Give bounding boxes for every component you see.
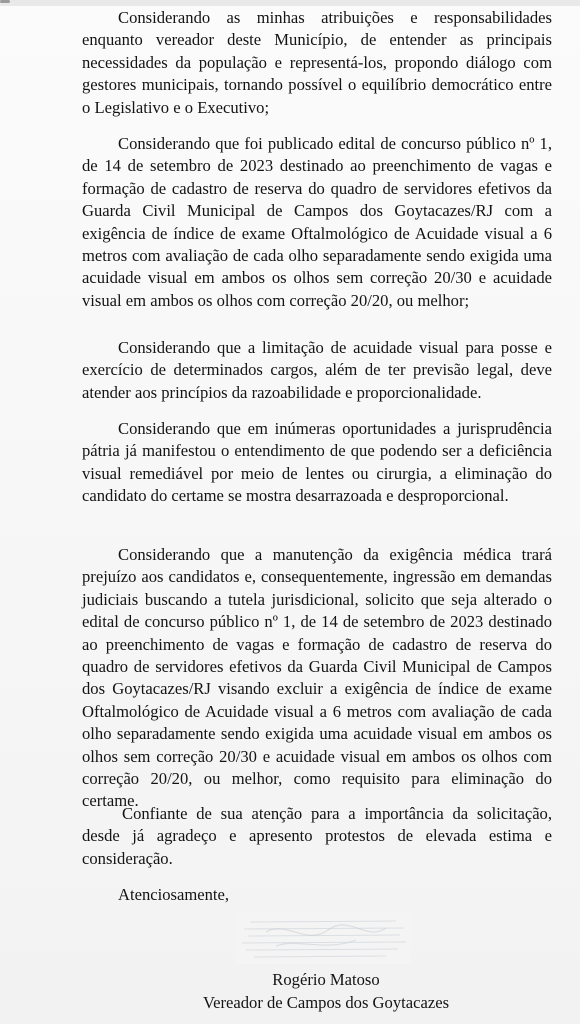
paragraph-edital: Considerando que foi publicado edital de concurso público nº 1, de 14 de setembro de 2023 destinado ao preenchimento de vagas e formação de cadastro de reserva do quadro de servidores efetivos da Guarda Civil Municipal de Campos dos Goytacazes/RJ com a exigência de índice de exame Oftalmológico de Acuidade visual a 6 metros com avaliação de cada olho separadamente sendo exigida uma acuidade visual em ambos os olhos sem correção 20/30 e acuidade visual em ambos os olhos com correção 20/20, ou melhor; (82, 134, 552, 310)
paragraph-attributions: Considerando as minhas atribuições e responsabilidades enquanto vereador deste Município, de entender as principais necessidades da população e representá-los, propondo diálogo com gestores municipais, tornando possível o equilíbrio democrático entre o Legislativo e o Executivo; (82, 8, 552, 117)
scroll-handle-icon (0, 0, 10, 3)
status-bar-strip (0, 0, 580, 6)
signer-role: Vereador de Campos dos Goytacazes (202, 993, 450, 1012)
paragraph-jurisprudence: Considerando que em inúmeras oportunidades a jurisprudência pátria já manifestou o entendimento de que podendo ser a deficiência visual remediável por meio de lentes ou cirurgia, a eliminação do candidato do certame se mostra desarrazoada e desproporcional. (82, 419, 552, 506)
handwritten-signature (236, 912, 411, 964)
signer-name: Rogério Matoso (272, 970, 380, 989)
paragraph-request: Considerando que a manutenção da exigência médica trará prejuízo aos candidatos e, consequentemente, ingressão em demandas judiciais buscando a tutela jurisdicional, solicito que seja alterado o edital de concurso público nº 1, de 14 de setembro de 2023 destinado ao preenchimento de vagas e formação de cadastro de reserva do quadro de servidores efetivos da Guarda Civil Municipal de Campos dos Goytacazes/RJ visando excluir a exigência de índice de exame Oftalmológico de Acuidade visual a 6 metros com avaliação de cada olho separadamente sendo exigida uma acuidade visual em ambos os olhos sem correção 20/30 e acuidade visual em ambos os olhos com correção 20/20, ou melhor, como requisito para eliminação do certame. (82, 545, 552, 811)
paragraph-thanks: Confiante de sua atenção para a importância da solicitação, desde já agradeço e apresento protestos de elevada estima e consideração. (82, 804, 552, 868)
closing-salutation: Atenciosamente, (118, 885, 230, 904)
paragraph-limitation: Considerando que a limitação de acuidade visual para posse e exercício de determinados cargos, além de ter previsão legal, deve atender aos princípios da razoabilidade e proporcionalidade. (82, 338, 552, 402)
